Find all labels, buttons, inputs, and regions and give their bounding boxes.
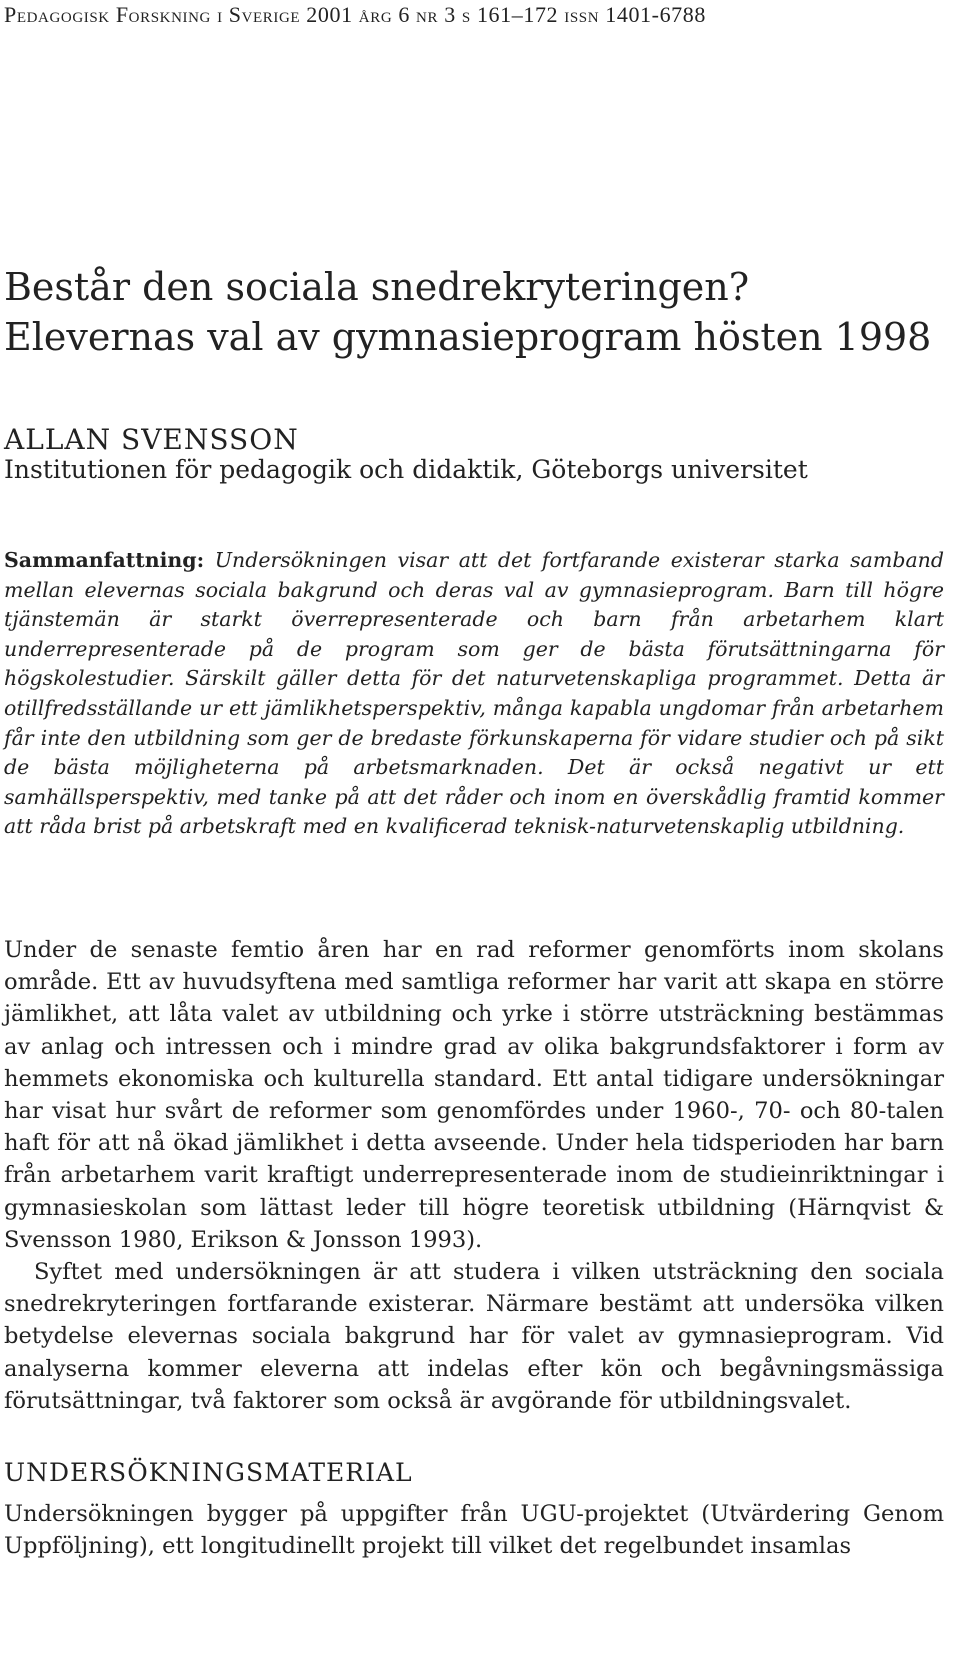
author-affiliation: Institutionen för pedagogik och didaktik, Göteborgs universitet — [4, 455, 808, 484]
section-heading: UNDERSÖKNINGSMATERIAL — [4, 1458, 413, 1487]
body-paragraph: Syftet med undersökningen är att studera i vilken utsträckning den sociala snedrekryteringen fortfarande existerar. Närmare bestämt att undersöka vilken betydelse elevernas sociala bakgrund har för valet av gymnasieprogram. Vid analyserna kommer eleverna att indelas efter kön och begåvningsmässiga förutsättningar, två faktorer som också är avgörande för utbildningsvalet. — [4, 1259, 944, 1414]
author-name: ALLAN SVENSSON — [4, 423, 299, 456]
title-block — [4, 262, 952, 362]
body-text — [4, 934, 944, 1417]
article-title: Består den sociala snedrekryteringen? — [4, 265, 750, 309]
abstract — [4, 546, 944, 842]
running-head: Pedagogisk Forskning i Sverige 2001 årg 6 nr 3 s 161–172 issn 1401-6788 — [4, 2, 706, 27]
body-paragraph: Under de senaste femtio åren har en rad reformer genomförts inom skolans område. Ett av huvudsyftena med samtliga reformer har varit att skapa en större jämlikhet, att låta valet av utbildning och yrke i större utsträckning bestämmas av anlag och intressen och i mindre grad av olika bakgrundsfaktorer i form av hemmets ekonomiska och kulturella standard. Ett antal tidigare undersökningar har visat hur svårt de reformer som genomfördes under 1960-, 70- och 80-talen haft för att nå ökad jämlikhet i detta avseende. Under hela tidsperioden har barn från arbetarhem varit kraftigt underrepresenterade inom de studieinriktningar i gymnasieskolan som lättast leder till högre teoretisk utbildning (Härnqvist & Svensson 1980, Erikson & Jonsson 1993). — [4, 937, 944, 1253]
abstract-label: Sammanfattning: — [4, 548, 205, 572]
article-subtitle: Elevernas val av gymnasieprogram hösten 1998 — [4, 315, 932, 359]
abstract-text: Undersökningen visar att det fortfarande existerar starka samband mellan elevernas sociala bakgrund och deras val av gymnasieprogram. Barn till högre tjänstemän är starkt överrepresenterade och barn från arbetarhem klart underrepresenterade på de program som ger de bästa förutsättningarna för högskolestudier. Särskilt gäller detta för det naturvetenskapliga programmet. Detta är otillfredsställande ur ett jämlikhetsperspektiv, många kapabla ungdomar från arbetarhem får inte den utbildning som ger de bredaste förkunskaperna för vidare studier och på sikt de bästa möjligheterna på arbetsmarknaden. Det är också negativt ur ett samhällsperspektiv, med tanke på att det råder och inom en överskådlig framtid kommer att råda brist på arbetskraft med en kvalificerad teknisk-naturvetenskaplig utbildning. — [4, 548, 944, 839]
section-paragraph: Undersökningen bygger på uppgifter från UGU-projektet (Utvärdering Genom Uppföljning), ett longitudinellt projekt till vilket det regelbundet insamlas — [4, 1501, 944, 1560]
